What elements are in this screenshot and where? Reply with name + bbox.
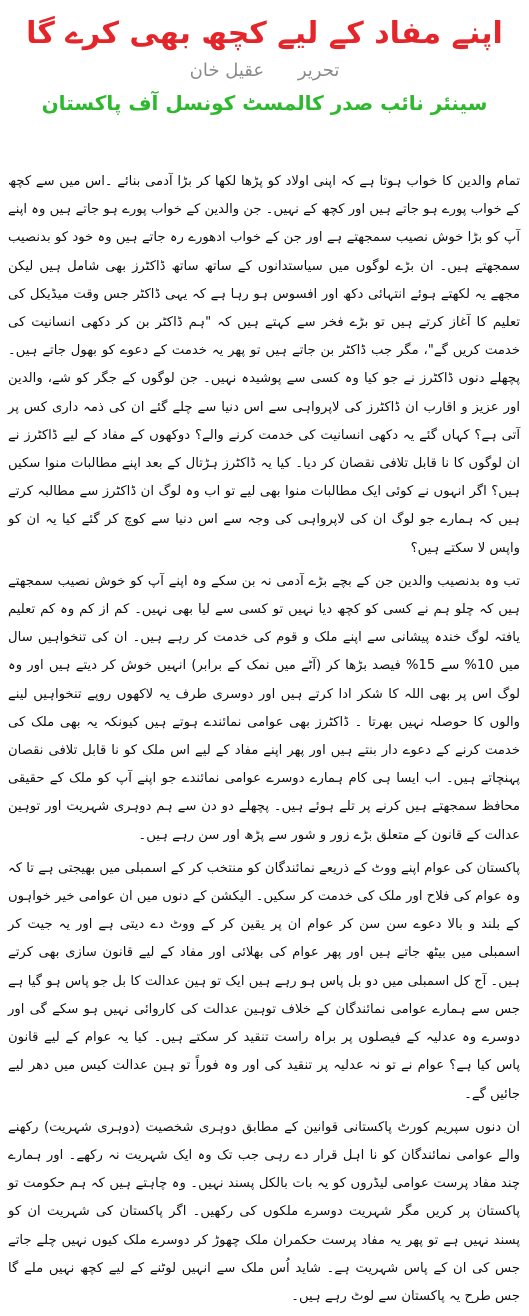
article-title: اپنے مفاد کے لیے کچھ بھی کرے گا — [26, 16, 503, 51]
article-paragraph: ان دنوں سپریم کورٹ پاکستانی قوانین کے مطابق دوہری شخصیت (دوہری شہریت) رکھنے والے عوامی نمائندگان کو نا اہل قرار دے رہی جب تک وہ ایک شہریت نہ رکھے۔ اور ہمارے چند مفاد پرست عوامی لیڈروں کو یہ بات بالکل پسند نہیں۔ وہ چاہتے ہیں کہ ہم حکومت تو پاکستان پر کریں مگر شہریت دوسرے ملکوں کی رکھیں۔ اگر پاکستان کی شہریت ان کو پسند نہیں ہے تو پھر یہ مفاد پرست حکمران ملک چھوڑ کر دوسرے ملک کیوں نہیں چلے جاتے جس کی ان کے پاس شہریت ہے۔ شاید اُس ملک سے انہیں لوٹنے کے لیے کچھ نہیں ملے گا جس طرح یہ پاکستان سے لوٹ رہے ہیں۔ — [8, 1119, 520, 1304]
article-paragraph: تب وہ بدنصیب والدین جن کے بچے بڑے آدمی نہ بن سکے وہ اپنے آپ کو خوش نصیب سمجھتے ہیں کہ چلو ہم نے کسی کو کچھ دیا نہیں تو کسی سے لیا بھی نہیں۔ کم از کم وہ کم تعلیم یافتہ لوگ خندہ پیشانی سے اپنے ملک و قوم کی خدمت کر رہے ہیں۔ ان کی تنخواہیں سال میں 10% سے 15% فیصد بڑھا کر (آٹے میں نمک کے برابر) انہیں خوش کر دیتے ہیں اور وہ لوگ اس پر بھی اللہ کا شکر ادا کرتے ہیں اور دوسری طرف یہ لاکھوں روپے تنخواہیں لینے والوں کا حوصلہ نہیں بھرتا ۔ ڈاکٹرز بھی عوامی نمائندے ہوتے ہیں کیونکہ یہ بھی ملک کی خدمت کرنے کے دعوے دار بنتے ہیں اور پھر اپنے مفاد کے لیے اس ملک کو نا قابل تلافی نقصان پہنچاتے ہیں۔ اب ایسا ہی کام ہمارے دوسرے عوامی نمائندے جو اپنے آپ کو ملک کے حقیقی محافظ سمجھتے ہیں کرنے پر تلے ہوئے ہیں۔ پچھلے دو دن سے ہم دوہری شہریت اور توہین عدالت کے قانون کے متعلق بڑے زور و شور سے پڑھ اور سن رہے ہیں۔ — [8, 573, 520, 843]
article-paragraph: پاکستان کی عوام اپنے ووٹ کے ذریعے نمائندگان کو منتخب کر کے اسمبلی میں بھیجتی ہے تا کہ وہ عوام کی فلاح اور ملک کی خدمت کر سکیں۔ الیکشن کے دنوں میں ان عوامی خیر خواہوں کے بلند و بالا دعوے سن سن کر عوام ان پر یقین کر کے ووٹ دے دیتی ہے اور یہ جیت کر اسمبلی میں بیٹھ جاتے ہیں اور پھر عوام کی بھلائی اور مفاد کے لیے قانون سازی بھی کرتے ہیں۔ آج کل اسمبلی میں دو بل پاس ہو رہے ہیں ایک تو ہین عدالت کا بل جو پاس ہو گیا ہے جس سے ہمارے عوامی نمائندگان کے خلاف توہین عدالت کی کاروائی نہیں ہو سکے گی اور دوسرے وہ عدلیہ کے فیصلوں پر براہ راست تنقید کر سکتے ہیں۔ کیا یہ عوام کے لیے قانون پاس کیا ہے؟ عوام نے تو نہ عدلیہ پر تنقید کی اور وہ فوراً تو ہین عدالت کیس میں دھر لیے جائیں گے۔ — [8, 860, 520, 1102]
byline — [0, 58, 529, 84]
author-designation: سینئر نائب صدر کالمسٹ کونسل آف پاکستان — [41, 91, 488, 115]
article-body — [8, 168, 520, 1316]
author-name: عقیل خان — [189, 60, 265, 81]
byline-label: تحریر — [297, 60, 340, 81]
article-paragraph: تمام والدین کا خواب ہوتا ہے کہ اپنی اولاد کو پڑھا لکھا کر بڑا آدمی بنائے ۔اس میں سے کچھ کے خواب پورے ہو جاتے ہیں اور کچھ کے نہیں۔ جن والدین کے خواب پورے ہو جاتے ہیں وہ اپنے آپ کو بڑا خوش نصیب سمجھتے ہے اور جن کے خواب ادھورے رہ جاتے ہیں وہ خود کو بدنصیب سمجھتے ہیں۔ ان بڑے لوگوں میں سیاستدانوں کے ساتھ ساتھ ڈاکٹرز بھی شامل ہیں لیکن مجھے یہ لکھتے ہوئے انتہائی دکھ اور افسوس ہو رہا ہے کہ یہی ڈاکٹر جس وقت میڈیکل کی تعلیم کا آغاز کرتے ہیں تو بڑے فخر سے کہتے ہیں کہ "ہم ڈاکٹر بن کر دکھی انسانیت کی خدمت کریں گے"، مگر جب ڈاکٹر بن جاتے ہیں تو پھر یہ خدمت کے دعوے کو بھول جاتے ہیں۔ پچھلے دنوں ڈاکٹرز نے جو کیا وہ کسی سے پوشیدہ نہیں۔ جن لوگوں کے جگر کو شے، والدین اور عزیز و اقارب ان ڈاکٹرز کی لاپرواہی سے اس دنیا سے چلے گئے ان کی ذمہ داری کس پر آتی ہے؟ کہاں گئے یہ دکھی انسانیت کی خدمت کرنے والے؟ دوکھوں کے مفاد کے لیے ڈاکٹرز نے ان لوگوں کا نا قابل تلافی نقصان کر دیا۔ کیا یہ ڈاکٹرز ہڑتال کے بعد اپنے مطالبات منوا سکیں ہیں؟ اگر انہوں نے کوئی ایک مطالبات منوا بھی لیے تو اب وہ لوگ ان ڈاکٹرز سے مطالبہ کرتے ہیں کہ ہمارے جو لوگ ان کی لاپرواہی کی وجہ سے اس دنیا سے کوچ کر گئے کیا یہ ان کو واپس لا سکتے ہیں؟ — [8, 174, 520, 556]
